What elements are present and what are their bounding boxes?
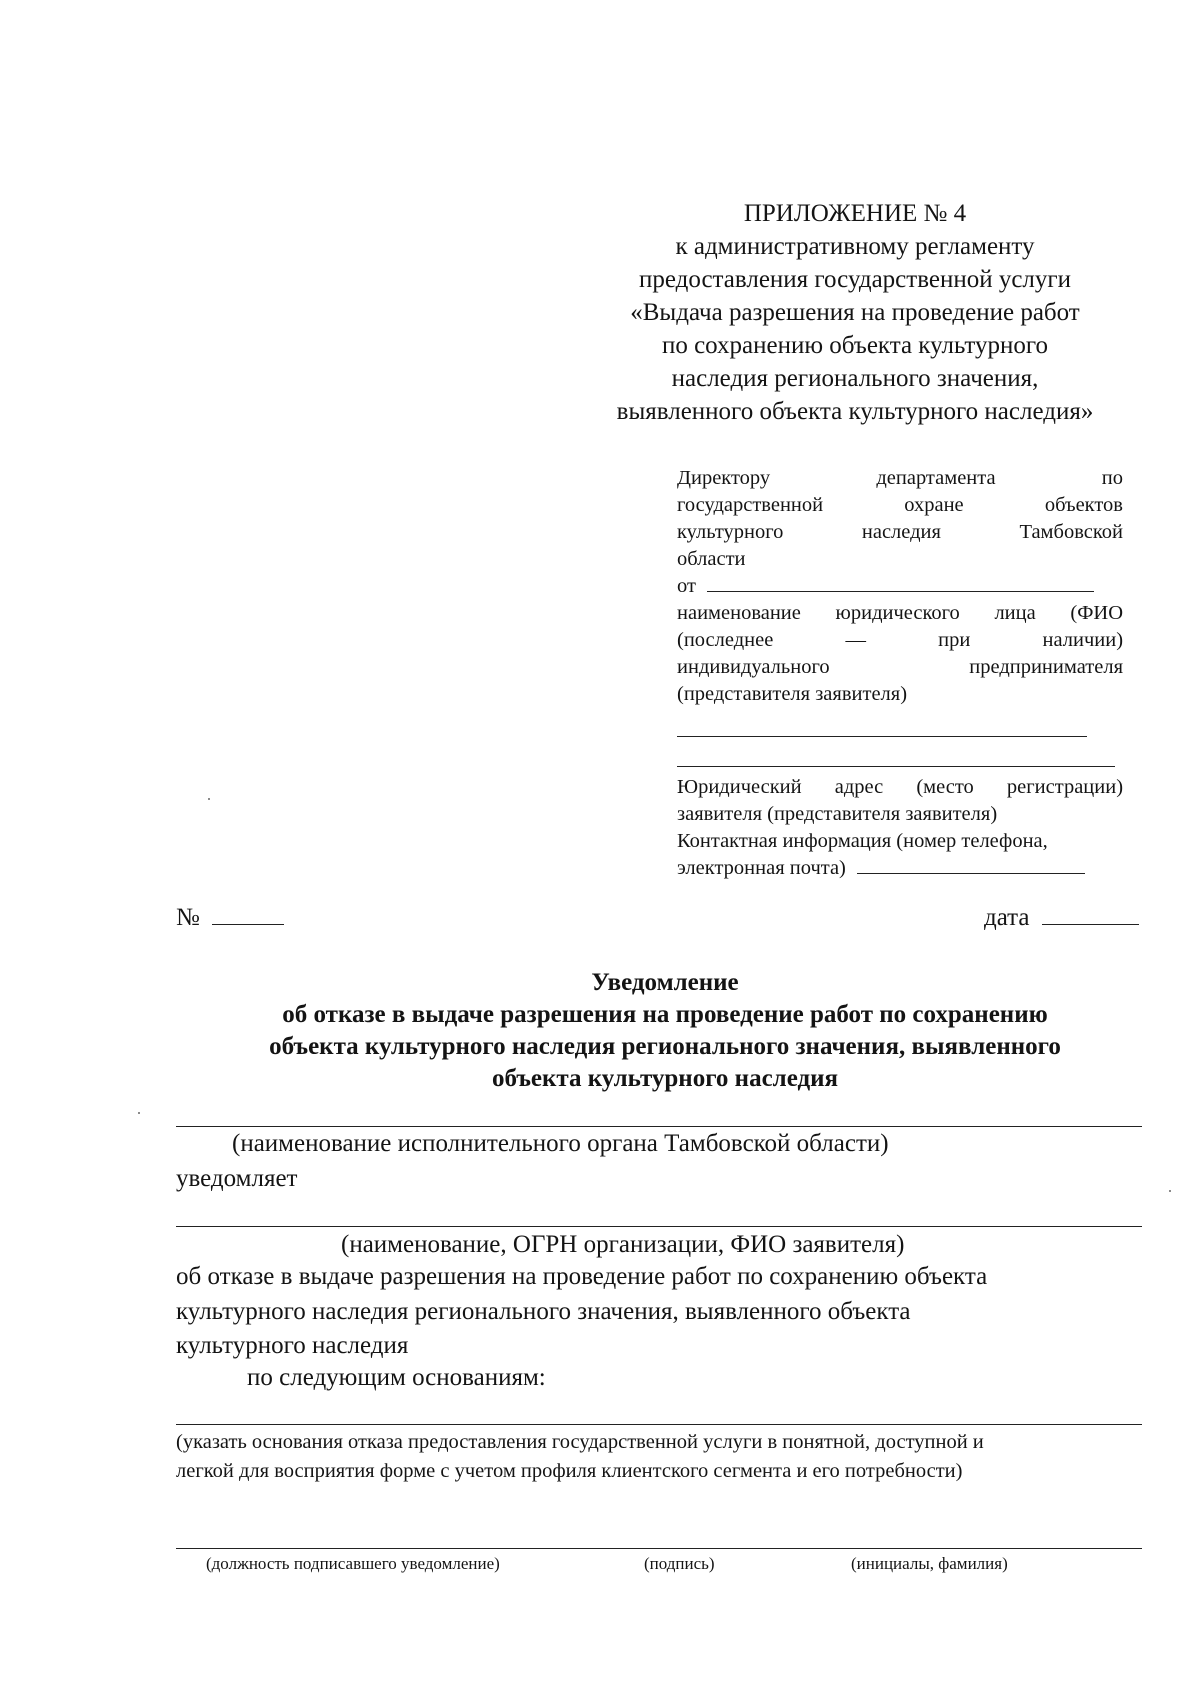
desc-word: — (845, 629, 866, 651)
refusal-line: культурного наследия (176, 1332, 409, 1359)
signature-blank-line[interactable] (176, 1548, 1142, 1549)
from-label: от (677, 575, 696, 597)
number-blank-field[interactable] (212, 924, 284, 925)
addressee-word: государственной (677, 494, 824, 516)
position-caption: (должность подписавшего уведомление) (206, 1554, 500, 1573)
grounds-caption-line: легкой для восприятия форме с учетом профиля клиентского сегмента и его потребности) (176, 1460, 963, 1482)
notifies-text: уведомляет (176, 1165, 298, 1192)
desc-word: индивидуального (677, 656, 830, 678)
date-blank-field[interactable] (1042, 924, 1139, 925)
addressee-word: Директору (677, 467, 771, 489)
appendix-line: «Выдача разрешения на проведение работ (630, 299, 1080, 326)
refusal-line: культурного наследия регионального значения, выявленного объекта (176, 1298, 911, 1325)
addressee-word: охране (904, 494, 964, 516)
addressee-line (677, 465, 1123, 492)
appendix-line: к административному регламенту (675, 233, 1035, 260)
addressee-line: области (677, 548, 746, 570)
desc-word: регистрации) (1006, 776, 1124, 798)
name-caption: (инициалы, фамилия) (851, 1554, 1008, 1573)
applicant-caption: (наименование, ОГРН организации, ФИО заявителя) (341, 1231, 905, 1258)
addressee-word: по (1101, 467, 1123, 489)
notice-title-block (170, 967, 1160, 1095)
appendix-title: ПРИЛОЖЕНИЕ № 4 (743, 200, 967, 227)
email-blank-field[interactable] (857, 873, 1085, 874)
scan-speck (138, 1112, 140, 1114)
address-block (677, 774, 1123, 882)
addressee-line (677, 492, 1123, 519)
number-field (176, 904, 284, 932)
desc-word: наличии) (1042, 629, 1124, 651)
desc-word: юридического (835, 602, 960, 624)
desc-word: при (938, 629, 971, 651)
addressee-block (677, 465, 1123, 708)
desc-word: (ФИО (1070, 602, 1124, 624)
date-label: дата (984, 904, 1030, 931)
addressee-word: культурного (677, 521, 784, 543)
applicant-desc-line (677, 627, 1123, 654)
authority-blank-line[interactable] (176, 1126, 1142, 1127)
address-desc-line: заявителя (представителя заявителя) (677, 803, 998, 825)
addressee-word: наследия (861, 521, 941, 543)
grounds-label: по следующим основаниям: (247, 1364, 546, 1391)
desc-word: лица (994, 602, 1036, 624)
appendix-line: предоставления государственной услуги (638, 266, 1072, 293)
applicant-desc-line (677, 600, 1123, 627)
address-desc-line (677, 774, 1123, 801)
addressee-word: департамента (876, 467, 996, 489)
applicant-desc-line: (представителя заявителя) (677, 683, 908, 705)
email-label: электронная почта) (677, 857, 846, 879)
authority-caption: (наименование исполнительного органа Тамбовской области) (232, 1130, 889, 1157)
from-line (677, 573, 1123, 600)
grounds-blank-line[interactable] (176, 1424, 1142, 1425)
desc-word: Юридический (677, 776, 802, 798)
addressee-line (677, 519, 1123, 546)
sign-caption: (подпись) (644, 1554, 715, 1573)
addressee-word: Тамбовской (1019, 521, 1123, 543)
appendix-line: по сохранению объекта культурного (661, 332, 1049, 359)
scan-speck (208, 798, 210, 800)
scan-speck (1169, 1190, 1171, 1192)
appendix-header (580, 197, 1130, 428)
notice-title: Уведомление (591, 969, 739, 996)
number-label: № (176, 904, 200, 931)
notice-subtitle-line: объекта культурного наследия (491, 1065, 839, 1092)
appendix-line: выявленного объекта культурного наследия» (616, 398, 1094, 425)
applicant-desc-line (677, 654, 1123, 681)
applicant-blank-line[interactable] (677, 736, 1087, 737)
date-field (984, 904, 1139, 932)
contact-desc-line: Контактная информация (номер телефона, (677, 830, 1048, 852)
desc-word: (последнее (677, 629, 774, 651)
from-blank-field[interactable] (707, 591, 1094, 592)
applicant-blank-line[interactable] (677, 766, 1115, 767)
applicant-name-blank-line[interactable] (176, 1226, 1142, 1227)
grounds-caption-line: (указать основания отказа предоставления государственной услуги в понятной, доступной и (176, 1431, 984, 1453)
refusal-line: об отказе в выдаче разрешения на проведение работ по сохранению объекта (176, 1263, 988, 1290)
notice-subtitle-line: об отказе в выдаче разрешения на проведение работ по сохранению (282, 1001, 1048, 1028)
desc-word: (место (916, 776, 974, 798)
desc-word: предпринимателя (969, 656, 1123, 678)
email-line (677, 855, 1123, 882)
appendix-line: наследия регионального значения, (671, 365, 1039, 392)
addressee-word: объектов (1044, 494, 1123, 516)
desc-word: адрес (834, 776, 884, 798)
desc-word: наименование (677, 602, 801, 624)
notice-subtitle-line: объекта культурного наследия регионального значения, выявленного (269, 1033, 1061, 1060)
